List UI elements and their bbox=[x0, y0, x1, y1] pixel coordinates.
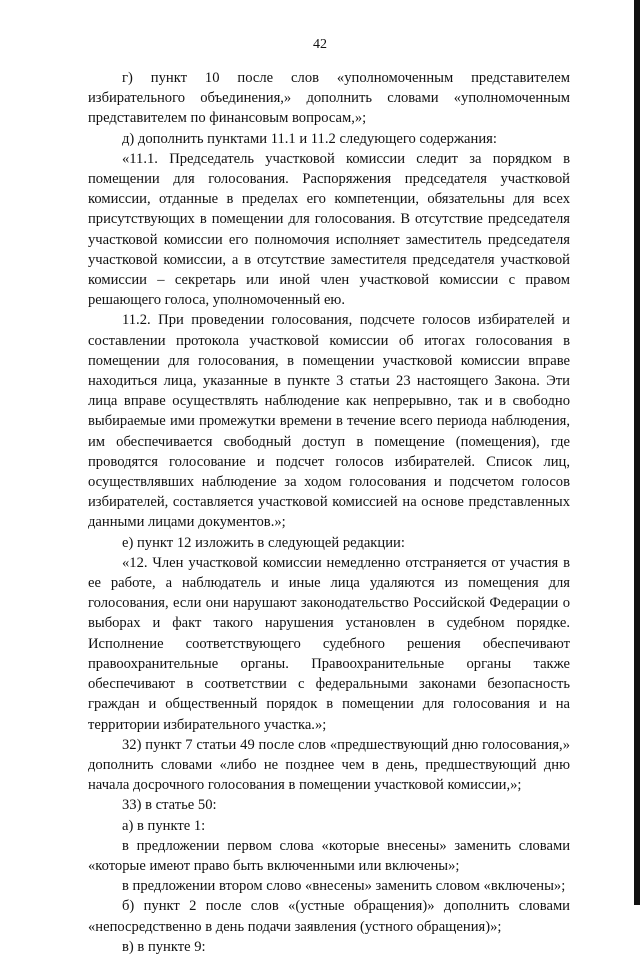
scan-edge-shadow bbox=[634, 0, 640, 905]
paragraph: «11.1. Председатель участковой комиссии следит за порядком в помещении для голосования. Распоряжения председателя участковой комиссии, отданные в пределах его компетенции, обязательны для всех присутствующих в помещении для голосования. В отсутствие председателя участковой комиссии его полномочия исполняет заместитель председателя участковой комиссии, а в отсутствие заместителя председателя участковой комиссии – секретарь или иной член участковой комиссии с правом решающего голоса, уполномоченный ею. bbox=[88, 150, 570, 309]
document-body bbox=[88, 68, 570, 957]
paragraph: в предложении первом слова «которые внесены» заменить словами «которые имеют право быть включенными или включены»; bbox=[88, 837, 570, 874]
paragraph: б) пункт 2 после слов «(устные обращения)» дополнить словами «непосредственно в день подачи заявления (устного обращения)»; bbox=[88, 898, 570, 935]
paragraph: а) в пункте 1: bbox=[122, 817, 206, 834]
paragraph: 11.2. При проведении голосования, подсчете голосов избирателей и составлении протокола участковой комиссии об итогах голосования в помещении для голосования, в помещении участковой комиссии вправе находиться лица, указанные в пункте 3 статьи 23 настоящего Закона. Эти лица вправе осуществлять наблюдение как непрерывно, так и в свободно выбираемые ими промежутки времени в течение всего периода наблюдения, им обеспечивается свободный доступ в помещение (помещения), где проводятся голосование и подсчет голосов избирателей. Список лиц, осуществлявших наблюдение за ходом голосования и подсчетом голосов избирателей, составляется участковой комиссией на основе представленных данными лицами документов.»; bbox=[88, 312, 570, 531]
paragraph: в) в пункте 9: bbox=[122, 938, 206, 955]
paragraph: д) дополнить пунктами 11.1 и 11.2 следующего содержания: bbox=[122, 130, 497, 147]
page-number: 42 bbox=[313, 37, 327, 52]
paragraph: г) пункт 10 после слов «уполномоченным представителем избирательного объединения,» дополнить словами «уполномоченным представителем по финансовым вопросам,»; bbox=[88, 70, 570, 127]
paragraph: е) пункт 12 изложить в следующей редакции: bbox=[122, 534, 405, 551]
paragraph: «12. Член участковой комиссии немедленно отстраняется от участия в ее работе, а наблюдатель и иные лица удаляются из помещения для голосования, если они нарушают законодательство Российской Федерации о выборах и факт такого нарушения установлен в судебном порядке. Исполнение соответствующего судебного решения обеспечивают правоохранительные органы. Правоохранительные органы также обеспечивают в соответствии с федеральными законами безопасность граждан и общественный порядок в помещении для голосования и на территории избирательного участка.»; bbox=[88, 554, 570, 733]
paragraph: 32) пункт 7 статьи 49 после слов «предшествующий дню голосования,» дополнить словами «либо не позднее чем в день, предшествующий дню начала досрочного голосования в помещении участковой комиссии,»; bbox=[88, 736, 570, 794]
paragraph: в предложении втором слово «внесены» заменить словом «включены»; bbox=[122, 878, 566, 895]
paragraph: 33) в статье 50: bbox=[122, 797, 217, 814]
